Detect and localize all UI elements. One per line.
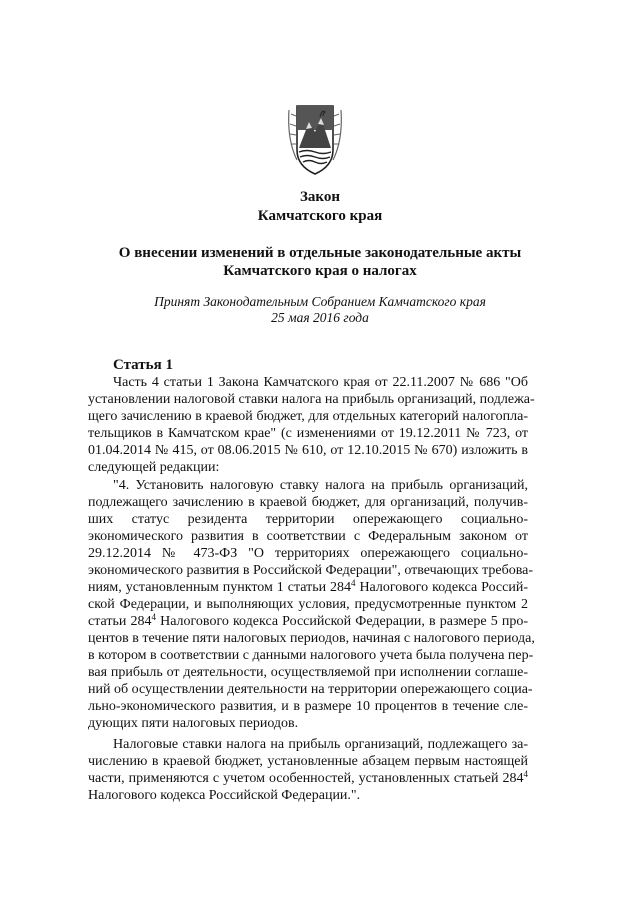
body-line: ний об осуществлении деятельности на территории опережающего социа- (88, 682, 533, 697)
law-title: Закон (299, 189, 340, 205)
body-line: ших статус резидента территории опережающего социально- (88, 512, 528, 527)
body-line: вая прибыль от деятельности, осуществляемой при исполнении соглаше- (88, 665, 528, 680)
body-line: ниям, установленным пунктом 1 статьи $284^4$ Налогового кодекса Россий- (88, 578, 528, 595)
body-line: числению в краевой бюджет, установленные абзацем первым настоящей (88, 754, 528, 769)
body-line: в котором в соответствии с данными налогового учета была получена пер- (88, 648, 534, 663)
body-line: статьи $284^4$ Налогового кодекса Российской Федерации, в размере 5 про- (88, 612, 528, 629)
superscript: 4 (151, 612, 156, 622)
body-line: дующих пяти налоговых периодов. (88, 716, 299, 731)
superscript: 4 (351, 578, 356, 588)
superscript: 4 (523, 769, 528, 779)
body-line: центов в течение пяти налоговых периодов, начиная с налогового периода, (88, 631, 535, 646)
adopted-date: 25 мая 2016 года (271, 310, 369, 325)
body-line: 01.04.2014 № 415, от 08.06.2015 № 610, от 12.10.2015 № 670) изложить в (88, 443, 528, 458)
body-line: экономического развития в соответствии с Федеральным законом от (88, 529, 528, 544)
body-line: 29.12.2014 № 473-ФЗ "О территориях опережающего социально- (88, 546, 528, 561)
article-heading: Статья 1 (113, 357, 173, 373)
body-line: подлежащего зачислению в краевой бюджет, для организаций, получив- (88, 495, 528, 510)
kamchatka-coat-of-arms-icon (287, 100, 343, 176)
body-line: тельщиков в Камчатском крае" (с изменениями от 19.12.2011 № 723, от (88, 426, 528, 441)
adopted-by: Принят Законодательным Собранием Камчатского края (154, 294, 486, 309)
body-line: экономического развития в Российской Федерации", отвечающих требова- (88, 563, 534, 578)
body-line: Налоговые ставки налога на прибыль организаций, подлежащего за- (113, 737, 528, 752)
body-line: Часть 4 статьи 1 Закона Камчатского края от 22.11.2007 № 686 "Об (113, 375, 528, 390)
region-title: Камчатского края (257, 208, 383, 224)
body-line: Налогового кодекса Российской Федерации.". (88, 788, 361, 803)
subject-title-line2: Камчатского края о налогах (223, 263, 417, 279)
body-line: установлении налоговой ставки налога на прибыль организаций, подлежа- (88, 392, 535, 407)
body-line: части, применяются с учетом особенностей, установленных статьей $284^4$ (88, 769, 528, 786)
body-line: льно-экономического развития, и в размере 10 процентов в течение сле- (88, 699, 528, 714)
body-line: ской Федерации, и выполняющих условия, предусмотренные пунктом 2 (88, 597, 528, 612)
subject-title-line1: О внесении изменений в отдельные законодательные акты (118, 245, 522, 261)
body-line: "4. Установить налоговую ставку налога на прибыль организаций, (113, 478, 528, 493)
body-line: щего зачислению в краевой бюджет, для отдельных категорий налогопла- (88, 409, 528, 424)
body-line: следующей редакции: (88, 460, 220, 475)
